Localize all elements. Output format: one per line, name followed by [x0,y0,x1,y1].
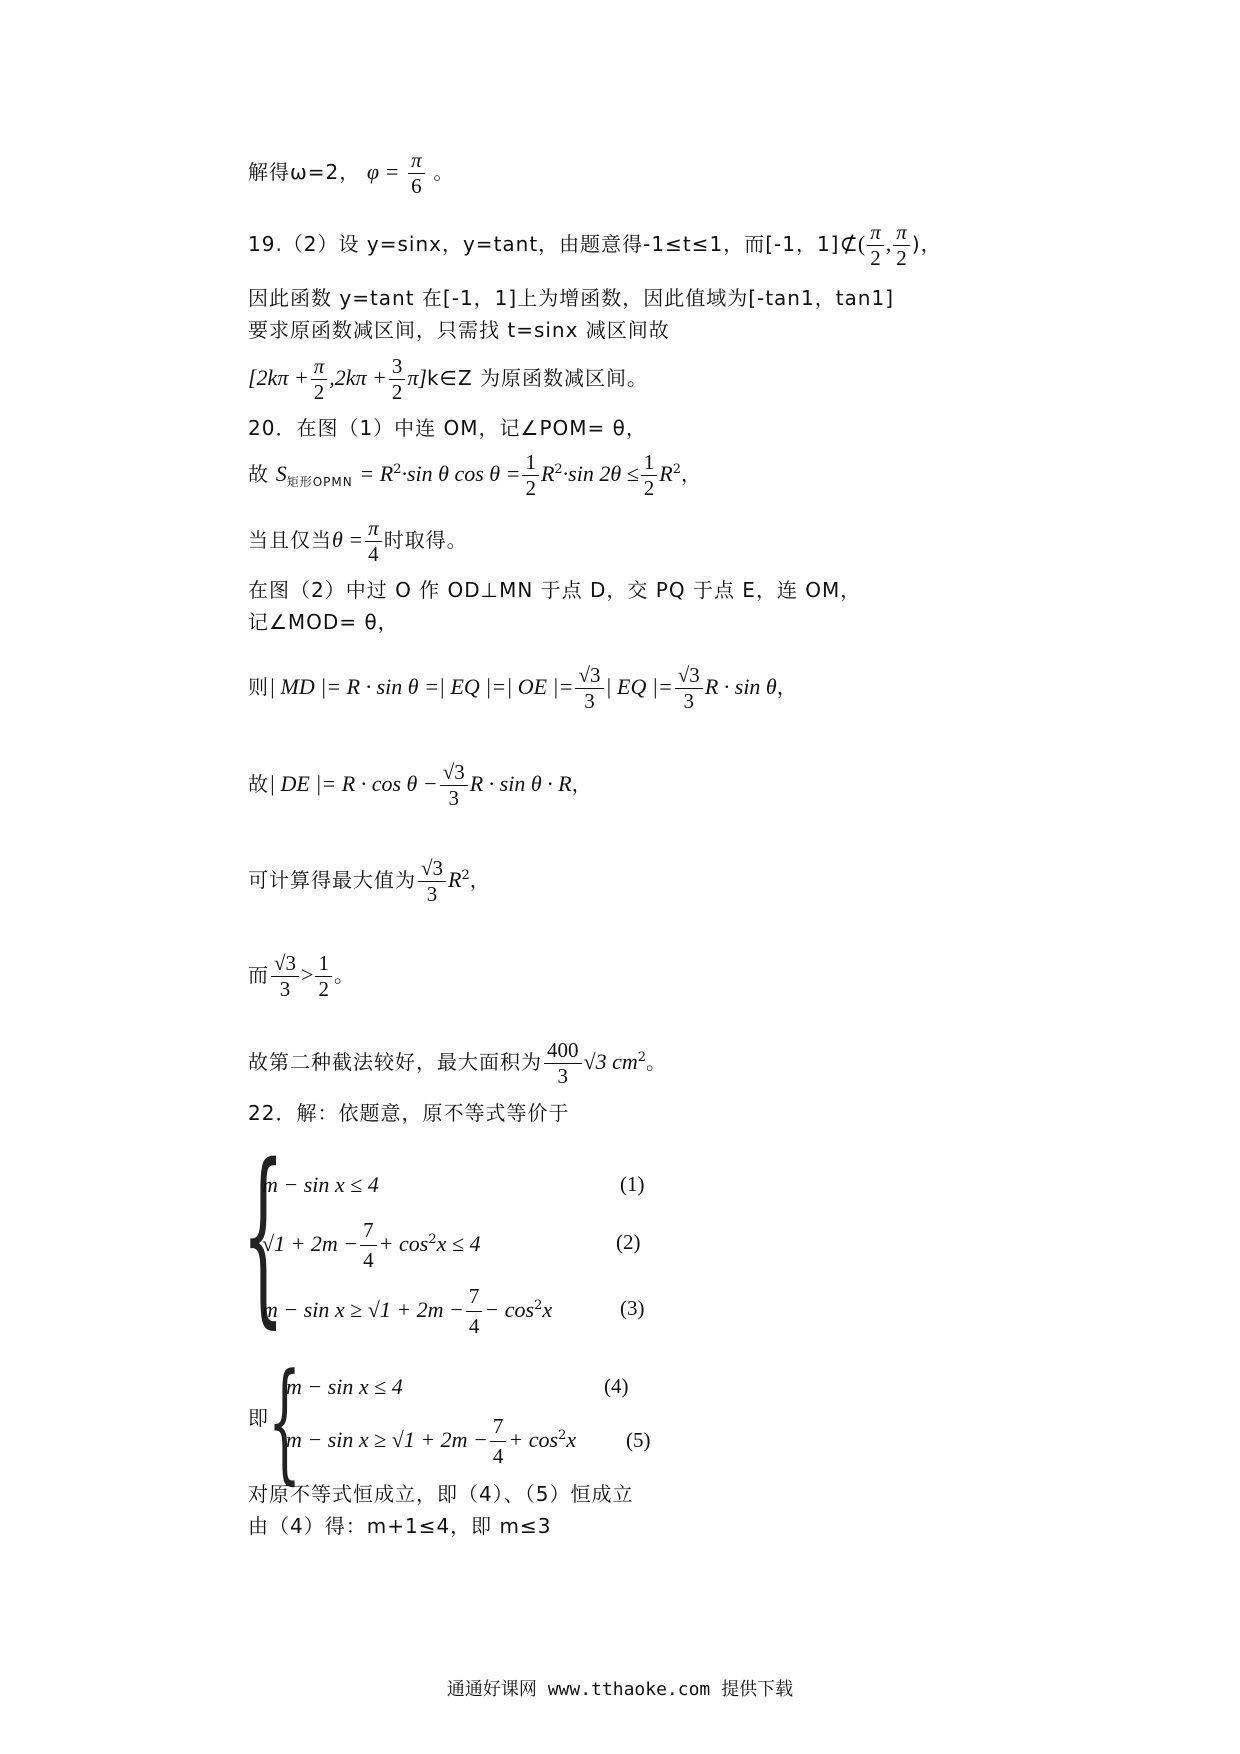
md-equation-line: 则| MD |= R · sin θ =| EQ |=| OE |= $\frac{√3}{3}$ | EQ |= $\frac{√3}{3}$ R · sin θ， [248,663,798,713]
left-brace: { [268,1345,302,1497]
text-line: 要求原函数减区间，只需找 t=sinx 减区间故 [248,318,670,342]
problem-22-line: 22．解：依题意，原不等式等价于 [248,1101,570,1125]
text-line: 对原不等式恒成立，即（4）、（5）恒成立 [248,1482,634,1506]
condition-line: 当且仅当θ = $\frac{\pi}{4}$ 时取得。 [248,516,468,566]
problem-20-line: 20．在图（1）中连 OM，记∠POM= θ， [248,416,647,440]
interval-line: [2kπ + $\frac{\pi}{2}$ ,2kπ + $\frac{3}{2}$ π]k∈Z 为原函数减区间。 [248,354,649,404]
text-line: 在图（2）中过 O 作 OD⊥MN 于点 D，交 PQ 于点 E，连 OM， [248,578,862,602]
text-line: 因此函数 y=tant 在[-1，1]上为增函数，因此值域为[-tan1，tan1] [248,286,895,310]
left-brace: { [242,1124,285,1345]
text-line: 记∠MOD= θ， [248,610,399,634]
conclusion-line: 故第二种截法较好，最大面积为 $\frac{400}{3}$ √3 $cm^2$。 [248,1038,668,1088]
footer-credit: 通通好课网 www.tthaoke.com 提供下载 [446,1679,794,1700]
max-value-line: 可计算得最大值为 $\frac{√3}{3}$ $R^2$， [248,856,491,906]
fraction: $\frac{\pi}{6}$ [408,150,425,197]
area-formula-line: 故 $S_{矩形OPMN} = R^2\cdot\sin$ θ cos θ = $\frac{1}{2}$ $R^2\cdot\sin$ 2θ ≤ $\frac{1}{2}$ $R^2$， [248,450,702,500]
de-equation-line: 故| DE |= R · cos θ − $\frac{√3}{3}$ R · sin θ · R， [248,760,593,810]
solution-line-omega: 解得ω=2， φ = $\frac{\pi}{6}$ 。 [248,148,455,198]
text-line: 由（4）得：m+1≤4，即 m≤3 [248,1514,552,1538]
document-page: 解得ω=2， φ = $\frac{\pi}{6}$ 。 19.（2）设 y=sinx，y=tant，由题意得-1≤t≤1，而[-1，1]⊄( $\frac{\pi}{2}$ , $\frac{\pi}{2}$ )， 因此函数 y=tant 在[-1，1]上为增函数，因此值域为[-tan1，tan1] 要求原函数减区间，只需找 t=sinx 减区间故 [2kπ + $\frac{\pi}{2}$ ,2kπ + $\frac{3}{2}$ π]k∈Z 为原函数减区间。 20．在图（1）中连 OM，记∠POM= θ， 故 $S_{矩形OPMN} = R^2\cdot\sin$ θ cos θ = $\frac{1}{2}$ $R^2\cdot\sin$ 2θ ≤ $\frac{1}{2}$ $R^2$， 当且仅当θ = $\frac{\pi}{4}$ 时取得。 在图（2）中过 O 作 OD⊥MN 于点 D，交 PQ 于点 E，连 OM， 记∠MOD= θ， 则| MD |= R · sin θ =| EQ |=| OE |= $\frac{√3}{3}$ | EQ |= $\frac{√3}{3}$ R · sin θ， 故| DE |= R · cos θ − $\frac{√3}{3}$ R · sin θ · R， 可计算得最大值为 $\frac{√3}{3}$ $R^2$， 而 $\frac{√3}{3}$ > $\frac{1}{2}$ 。 故第二种截法较好，最大面积为 $\frac{400}{3}$ √3 $cm^2$。 22．解：依题意，原不等式等价于 { m − sin x ≤ 4 (1) √1 + 2m − $\frac{7}{4}$ + $\cos^2x \le 4$ (2) m − sin x ≥ √1 + 2m − $\frac{7}{4}$ − $\cos^2x$ (3) 即 { m − sin x ≤ 4 (4) m − sin x ≥ √1 + 2m − $\frac{7}{4}$ + $\cos^2x$ (5) 对原不等式恒成立，即（4）、（5）恒成立 由（4）得：m+1≤4，即 m≤3 通通好课网 www.tthaoke.com 提供下载 [0,0,1240,1754]
comparison-line: 而 $\frac{√3}{3}$ > $\frac{1}{2}$ 。 [248,951,355,1001]
problem-19-line: 19.（2）设 y=sinx，y=tant，由题意得-1≤t≤1，而[-1，1]⊄( $\frac{\pi}{2}$ , $\frac{\pi}{2}$ )， [248,220,942,270]
